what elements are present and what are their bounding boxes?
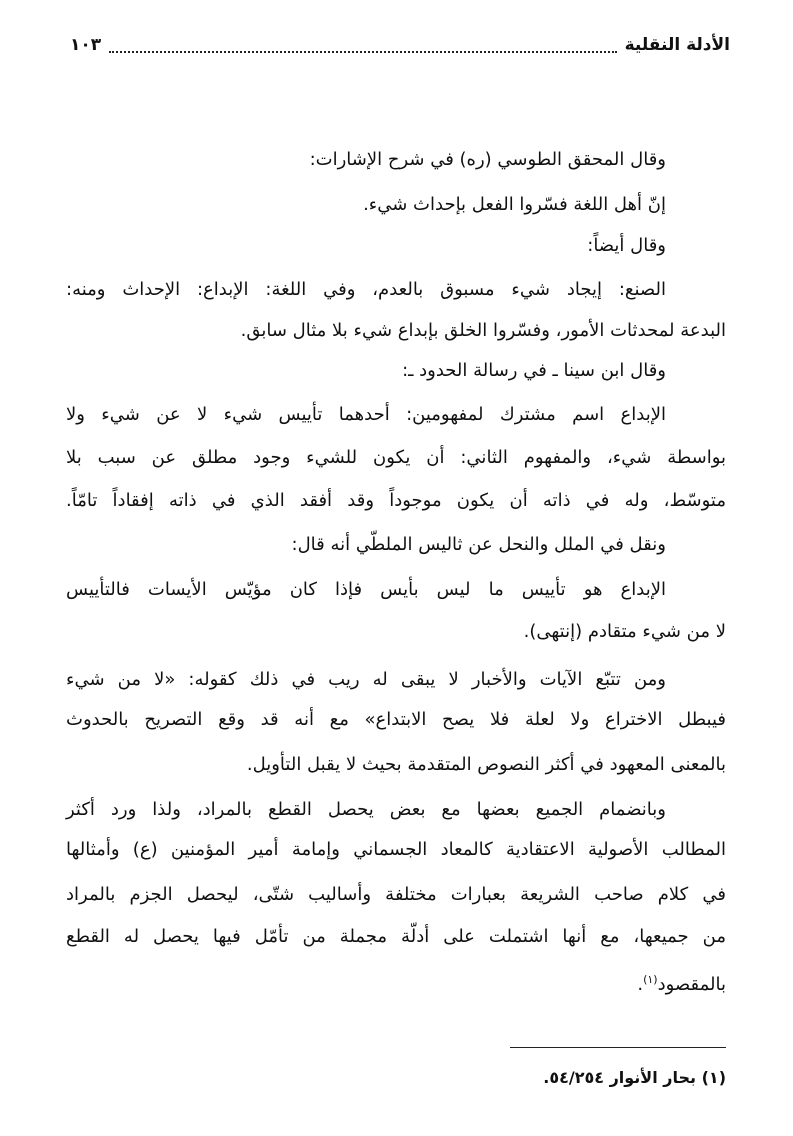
text-line: وقال أيضاً: xyxy=(587,235,666,256)
text-line: وقال ابن سينا ـ في رسالة الحدود ـ: xyxy=(402,360,666,381)
text-line: بواسطة شيء، والمفهوم الثاني: أن يكون للشيء وجود مطلق عن سبب بلا xyxy=(66,447,726,468)
running-header xyxy=(70,30,730,60)
chapter-title: الأدلة النقلية xyxy=(624,35,730,55)
text-line: في كلام صاحب الشريعة بعبارات مختلفة وأساليب شتّى، ليحصل الجزم بالمراد xyxy=(66,884,726,905)
text-line: من جميعها، مع أنها اشتملت على أدلّة مجملة من تأمّل فيها يحصل له القطع xyxy=(66,926,726,947)
text-line: المطالب الأصولية الاعتقادية كالمعاد الجسماني وإمامة أمير المؤمنين (ع) وأمثالها xyxy=(66,839,726,860)
footnote: (١) بحار الأنوار ٥٤/٢٥٤. xyxy=(543,1068,726,1087)
text-line: الصنع: إيجاد شيء مسبوق بالعدم، وفي اللغة: الإبداع: الإحداث ومنه: xyxy=(66,279,666,300)
text-line: ونقل في الملل والنحل عن ثاليس الملطّي أنه قال: xyxy=(291,534,666,555)
text-line-content: بالمقصود xyxy=(657,974,726,995)
text-line: فيبطل الاختراع ولا لعلة فلا يصح الابتداع» مع أنه قد وقع التصريح بالحدوث xyxy=(66,709,726,730)
text-line: لا من شيء متقادم (إنتهى). xyxy=(523,621,726,642)
dot-leader xyxy=(109,37,616,53)
text-line: الإبداع اسم مشترك لمفهومين: أحدهما تأييس شيء لا عن شيء ولا xyxy=(66,404,666,425)
page-number: ١٠٣ xyxy=(70,35,102,55)
text-line: إنّ أهل اللغة فسّروا الفعل بإحداث شيء. xyxy=(363,194,666,215)
text-line: وبانضمام الجميع بعضها مع بعض يحصل القطع بالمراد، ولذا ورد أكثر xyxy=(66,799,666,820)
footnote-reference[interactable]: (١) xyxy=(643,973,658,986)
text-line: الإبداع هو تأييس ما ليس بأيس فإذا كان مؤيّس الأيسات فالتأييس xyxy=(66,579,666,600)
footnote-separator xyxy=(510,1047,726,1048)
text-line: وقال المحقق الطوسي (ره) في شرح الإشارات: xyxy=(309,149,666,170)
line-end-period: . xyxy=(637,974,644,995)
text-line: البدعة لمحدثات الأمور، وفسّروا الخلق بإبداع شيء بلا مثال سابق. xyxy=(240,320,726,341)
text-line: ومن تتبّع الآيات والأخبار لا يبقى له ريب في ذلك كقوله: «لا من شيء xyxy=(66,669,666,690)
text-line: بالمعنى المعهود في أكثر النصوص المتقدمة بحيث لا يقبل التأويل. xyxy=(246,754,726,775)
text-line: متوسّط، وله في ذاته أن يكون موجوداً وقد أفقد الذي في ذاته إفقاداً تامّاً. xyxy=(66,490,726,511)
text-line xyxy=(66,965,726,1000)
